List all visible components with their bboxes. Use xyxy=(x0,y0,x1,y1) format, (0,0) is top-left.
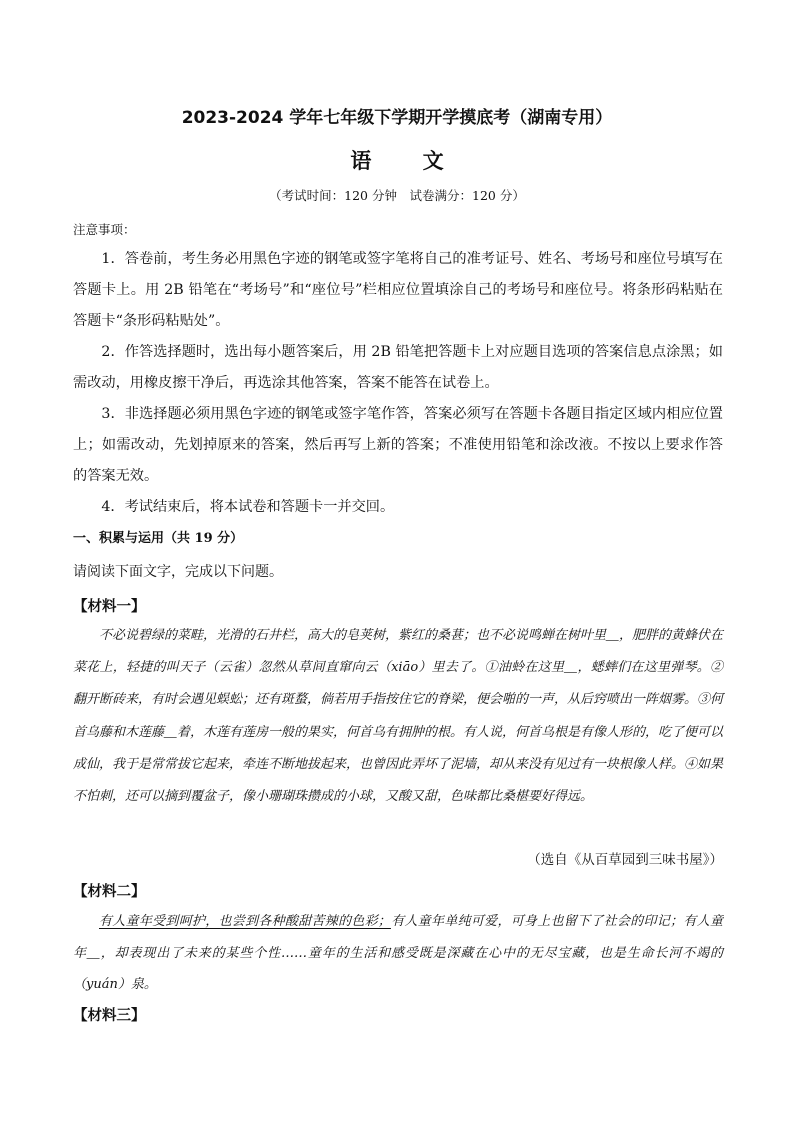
material-2-label: 【材料二】 xyxy=(73,883,146,900)
note-item-1: 1．答卷前，考生务必用黑色字迹的钢笔或签字笔将自己的准考证号、姓名、考场号和座位号填写在答题卡上。用 2B 铅笔在“考场号”和“座位号”栏相应位置填涂自己的考场号和座位号。将条形码粘贴在答题卡“条形码粘贴处”。 xyxy=(73,251,723,329)
material-1-text: 不必说碧绿的菜畦，光滑的石井栏，高大的皂荚树，紫红的桑葚；也不必说鸣蝉在树叶里＿，肥胖的黄蜂伏在菜花上，轻捷的叫天子（云雀）忽然从草间直窜向云（xiāo）里去了。①油蛉在这里＿，蟋蟀们在这里弹琴。②翻开断砖来，有时会遇见蜈蚣；还有斑蝥，倘若用手指按住它的脊梁，便会啪的一声，从后窍喷出一阵烟雾。③何首乌藤和木莲藤＿着，木莲有莲房一般的果实，何首乌有拥肿的根。有人说，何首乌根是有像人形的，吃了便可以成仙，我于是常常拔它起来，牵连不断地拔起来，也曾因此弄坏了泥墙，却从来没有见过有一块根像人样。④如果不怕刺，还可以摘到覆盆子，像小珊瑚珠攒成的小球，又酸又甜，色味都比桑椹要好得远。 xyxy=(73,628,724,805)
material-1-label: 【材料一】 xyxy=(73,598,146,615)
material-2-text-block xyxy=(73,906,723,1001)
material-3-label: 【材料三】 xyxy=(73,1007,146,1024)
subject-title: 语 文 xyxy=(350,149,466,173)
material-1-text-block xyxy=(73,620,723,813)
material-2-rest: 有人童年单纯可爱，可身上也留下了社会的印记；有人童年＿，却表现出了未来的某些个性……童年的生活和感受既是深藏在心中的无尽宝藏，也是生命长河不竭的（yuán）泉。 xyxy=(73,914,723,992)
note-item-4: 4．考试结束后，将本试卷和答题卡一并交回。 xyxy=(101,499,395,515)
note-item-2: 2．作答选择题时，选出每小题答案后，用 2B 铅笔把答题卡上对应题目选项的答案信息点涂黑；如需改动，用橡皮擦干净后，再选涂其他答案，答案不能答在试卷上。 xyxy=(73,344,723,391)
section-heading: 一、积累与运用（共 19 分） xyxy=(73,531,244,546)
material-2-text xyxy=(73,906,723,1001)
notes-list xyxy=(73,244,723,523)
note-item-3: 3．非选择题必须用黑色字迹的钢笔或签字笔作答，答案必须写在答题卡各题目指定区域内相应位置上；如需改动，先划掉原来的答案，然后再写上新的答案；不准使用铅笔和涂改液。不按以上要求作答的答案无效。 xyxy=(73,406,723,484)
material-1-source: （选自《从百草园到三味书屋》） xyxy=(527,852,723,868)
exam-info: （考试时间：120 分钟 试卷满分：120 分） xyxy=(269,188,525,203)
section-instruction: 请阅读下面文字，完成以下问题。 xyxy=(73,564,283,580)
material-2-underlined-sentence: 有人童年受到呵护，也尝到各种酸甜苦辣的色彩； xyxy=(99,914,391,929)
exam-title: 2023-2024 学年七年级下学期开学摸底考（湖南专用） xyxy=(181,108,613,128)
notes-heading: 注意事项： xyxy=(73,222,136,237)
